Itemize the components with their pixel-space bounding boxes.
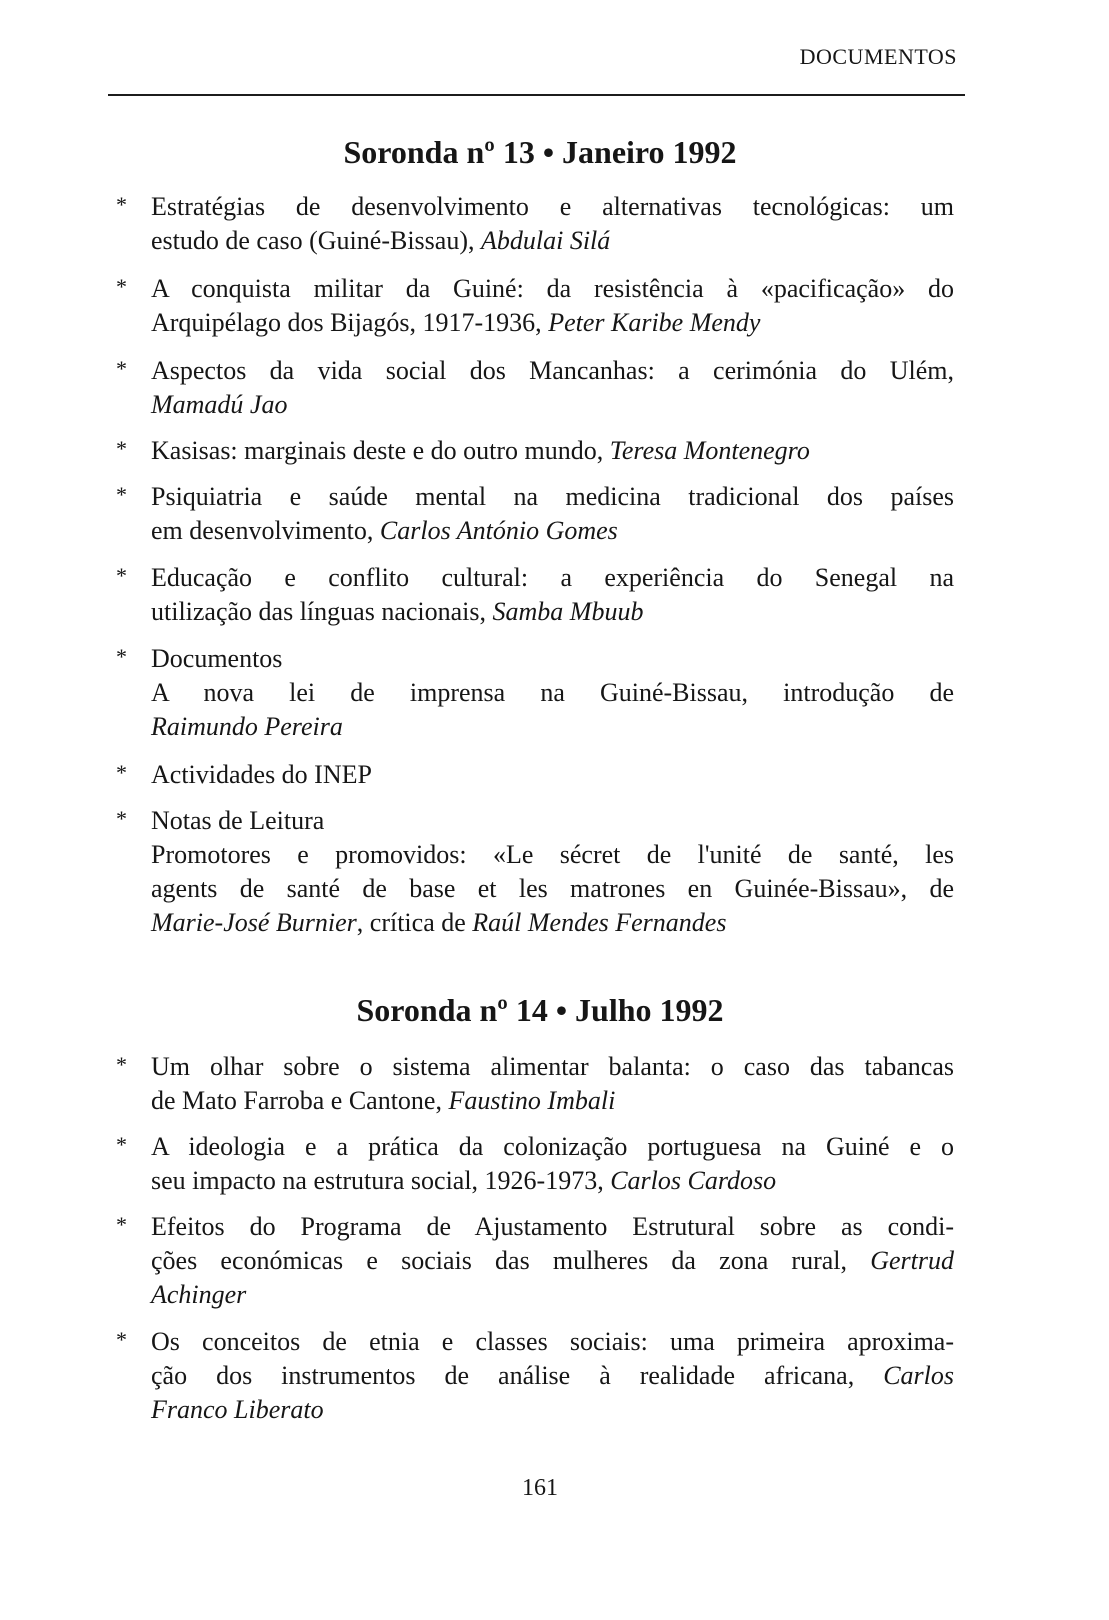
author: Teresa Montenegro [609, 436, 810, 465]
bullet-icon: * [116, 1052, 127, 1077]
entry-line: Estratégias de desenvolvimento e alternativas tecnológicas: um [151, 192, 954, 221]
entry-line: Efeitos do Programa de Ajustamento Estrutural sobre as condi- [151, 1212, 954, 1241]
entry-line: Arquipélago dos Bijagós, 1917-1936, Peter Karibe Mendy [151, 308, 761, 337]
bullet-icon: * [116, 1132, 127, 1157]
entry-line: Os conceitos de etnia e classes sociais: uma primeira aproxima- [151, 1327, 954, 1356]
author: Franco Liberato [151, 1395, 324, 1424]
author: Raimundo Pereira [151, 712, 343, 741]
author: Marie-José Burnier [151, 908, 357, 937]
issue-title: Soronda nº 14 • Julho 1992 [356, 992, 724, 1028]
entry-line: A ideologia e a prática da colonização portuguesa na Guiné e o [151, 1132, 954, 1161]
bullet-icon: * [116, 274, 127, 299]
author: Peter Karibe Mendy [548, 308, 761, 337]
entry-line: Marie-José Burnier, crítica de Raúl Mendes Fernandes [151, 908, 727, 937]
author: Carlos [883, 1361, 954, 1390]
entry-line: ções económicas e sociais das mulheres da zona rural, Gertrud [151, 1246, 954, 1275]
entry-line: ção dos instrumentos de análise à realidade africana, Carlos [151, 1361, 954, 1390]
author: Abdulai Silá [480, 226, 611, 255]
entry-line: Psiquiatria e saúde mental na medicina tradicional dos países [151, 482, 954, 511]
entry-line: utilização das línguas nacionais, Samba Mbuub [151, 597, 644, 626]
author: Raúl Mendes Fernandes [472, 908, 727, 937]
entry-line: Actividades do INEP [151, 760, 372, 789]
running-head: DOCUMENTOS [799, 44, 957, 69]
entry-line [151, 712, 954, 742]
entry-line: agents de santé de base et les matrones en Guinée-Bissau», de [151, 874, 954, 903]
bullet-icon: * [116, 482, 127, 507]
page-number: 161 [522, 1475, 558, 1501]
author: Gertrud [870, 1246, 954, 1275]
entry-line: Documentos [151, 644, 283, 673]
bullet-icon: * [116, 760, 127, 785]
entry-line [151, 1280, 954, 1310]
entry-line: Kasisas: marginais deste e do outro mundo, Teresa Montenegro [151, 436, 810, 465]
entry-line: Educação e conflito cultural: a experiência do Senegal na [151, 563, 954, 592]
author: Achinger [151, 1280, 247, 1309]
bullet-icon: * [116, 356, 127, 381]
bullet-icon: * [116, 1212, 127, 1237]
bullet-icon: * [116, 436, 127, 461]
bullet-icon: * [116, 563, 127, 588]
header-rule [108, 94, 965, 96]
entry-line: Aspectos da vida social dos Mancanhas: a cerimónia do Ulém, [151, 356, 954, 385]
author: Faustino Imbali [448, 1086, 616, 1115]
entry-line: de Mato Farroba e Cantone, Faustino Imbali [151, 1086, 616, 1115]
bullet-icon: * [116, 192, 127, 217]
entry-line: A nova lei de imprensa na Guiné-Bissau, introdução de [151, 678, 954, 707]
entry-line: em desenvolvimento, Carlos António Gomes [151, 516, 618, 545]
author: Carlos Cardoso [610, 1166, 777, 1195]
bullet-icon: * [116, 1327, 127, 1352]
author: Samba Mbuub [492, 597, 644, 626]
entry-line: seu impacto na estrutura social, 1926-1973, Carlos Cardoso [151, 1166, 777, 1195]
author: Mamadú Jao [151, 390, 288, 419]
entry-line: estudo de caso (Guiné-Bissau), Abdulai Silá [151, 226, 611, 255]
issue-title: Soronda nº 13 • Janeiro 1992 [343, 134, 737, 170]
entry-line: A conquista militar da Guiné: da resistência à «pacificação» do [151, 274, 954, 303]
entry-line: Um olhar sobre o sistema alimentar balanta: o caso das tabancas [151, 1052, 954, 1081]
entry-line [151, 1395, 954, 1425]
entry-line: Notas de Leitura [151, 806, 325, 835]
bullet-icon: * [116, 806, 127, 831]
entry-line: Promotores e promovidos: «Le sécret de l'unité de santé, les [151, 840, 954, 869]
bullet-icon: * [116, 644, 127, 669]
entry-line [151, 390, 954, 420]
author: Carlos António Gomes [379, 516, 618, 545]
